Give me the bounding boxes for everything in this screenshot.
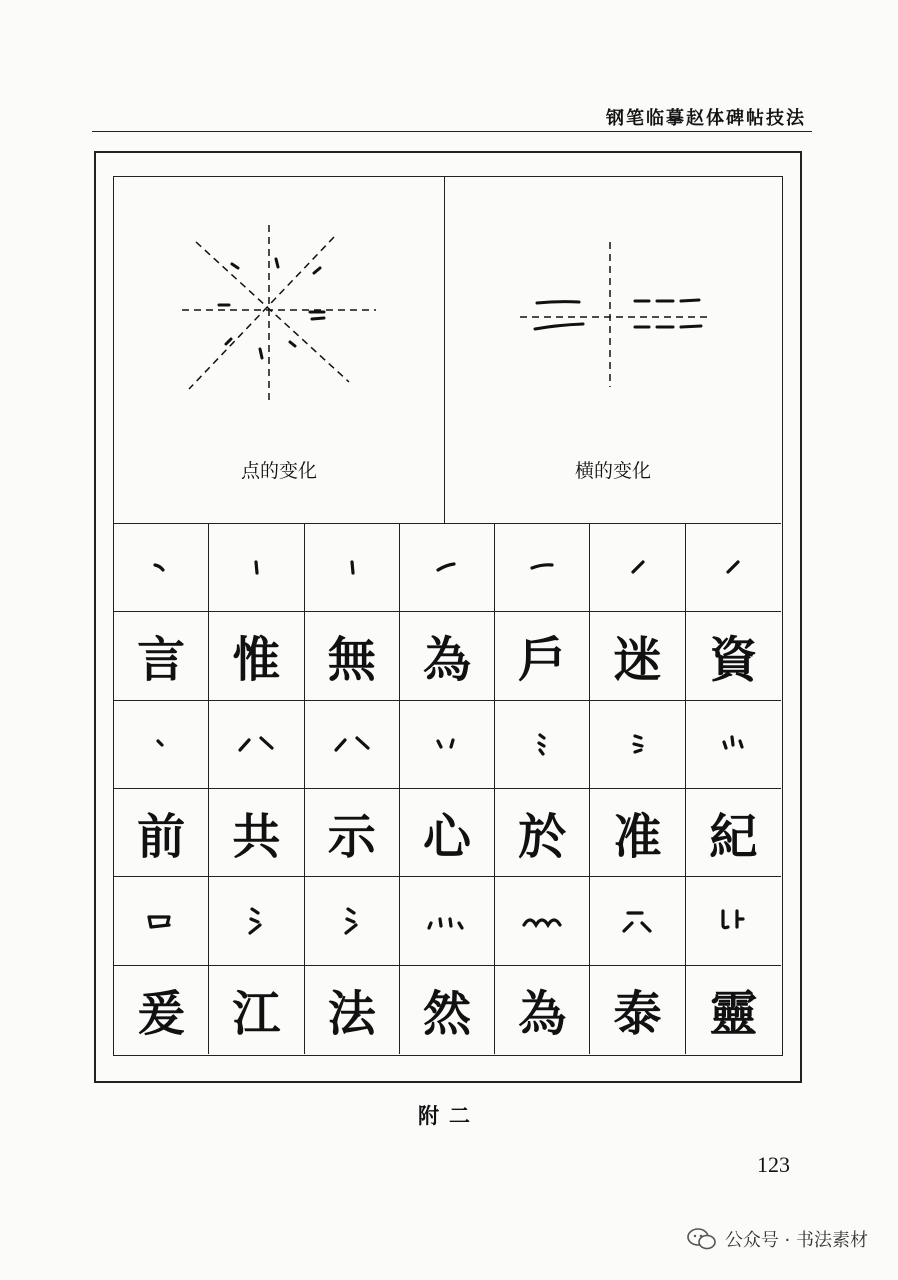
stroke-cell	[400, 877, 495, 965]
stroke-cell	[114, 524, 209, 612]
stroke-cell	[590, 524, 685, 612]
stroke-cell	[495, 701, 590, 789]
stroke-cell	[114, 877, 209, 965]
stroke-cell	[209, 877, 304, 965]
stroke-cell	[686, 524, 781, 612]
watermark-text: 公众号 · 书法素材	[724, 1230, 868, 1251]
character-cell: 為	[495, 966, 590, 1054]
four-dots-stroke-icon	[422, 901, 472, 941]
character-cell: 惟	[209, 612, 304, 700]
watermark	[687, 1226, 868, 1252]
character-cell: 心	[400, 789, 495, 877]
stroke-cell	[400, 524, 495, 612]
four-dots-linked-stroke-icon	[517, 901, 567, 941]
character-cell: 泰	[590, 966, 685, 1054]
tick-left-stroke-icon	[708, 548, 758, 588]
stroke-cell	[305, 877, 400, 965]
stroke-cell	[305, 701, 400, 789]
pair-inward-stroke-icon	[422, 724, 472, 764]
pair-apart-stroke-icon	[231, 724, 281, 764]
character-cell: 示	[305, 789, 400, 877]
dot-vertical-stroke-icon	[327, 548, 377, 588]
page-number: 123	[757, 1152, 790, 1177]
character-cell: 法	[305, 966, 400, 1054]
character-cell: 共	[209, 789, 304, 877]
character-cell: 言	[114, 612, 209, 700]
pair-apart-stroke-icon	[327, 724, 377, 764]
running-title: 钢笔临摹赵体碑帖技法	[606, 108, 806, 129]
character-cell: 資	[686, 612, 781, 700]
horizontal-variation-panel	[445, 177, 781, 523]
dot-right-stroke-icon	[136, 548, 186, 588]
open-box-stroke-icon	[136, 901, 186, 941]
wechat-icon	[687, 1227, 717, 1251]
character-cell: 然	[400, 966, 495, 1054]
character-cell: 戶	[495, 612, 590, 700]
character-cell: 紀	[686, 789, 781, 877]
stroke-cell	[686, 877, 781, 965]
character-cell: 爰	[114, 966, 209, 1054]
stroke-cell	[686, 701, 781, 789]
inner-frame	[113, 176, 783, 1056]
stroke-character-grid	[114, 523, 781, 1054]
stroke-cell	[305, 524, 400, 612]
stroke-cell	[495, 524, 590, 612]
dot-small-stroke-icon	[136, 724, 186, 764]
water-dots-stroke-icon	[327, 901, 377, 941]
water-dots-stroke-icon	[231, 901, 281, 941]
character-cell: 前	[114, 789, 209, 877]
appendix-label: 附二	[418, 1104, 480, 1128]
dots-stacked-2-stroke-icon	[613, 724, 663, 764]
character-cell: 為	[400, 612, 495, 700]
three-dots-stroke-icon	[708, 724, 758, 764]
hook-box-stroke-icon	[708, 901, 758, 941]
dash-left-stroke-icon	[422, 548, 472, 588]
stroke-cell	[209, 524, 304, 612]
stroke-cell	[400, 701, 495, 789]
dot-vertical-stroke-icon	[231, 548, 281, 588]
dot-variation-caption: 点的变化	[240, 460, 317, 482]
character-cell: 無	[305, 612, 400, 700]
character-cell: 准	[590, 789, 685, 877]
stroke-cell	[590, 877, 685, 965]
dash-stroke-icon	[517, 548, 567, 588]
dot-variation-panel	[114, 177, 445, 523]
horizontal-variation-caption: 横的变化	[574, 460, 651, 482]
character-cell: 迷	[590, 612, 685, 700]
tick-left-stroke-icon	[613, 548, 663, 588]
dots-stacked-stroke-icon	[517, 724, 567, 764]
stroke-cell	[209, 701, 304, 789]
stroke-cell	[495, 877, 590, 965]
character-cell: 於	[495, 789, 590, 877]
pair-spread-stroke-icon	[613, 901, 663, 941]
character-cell: 靈	[709, 986, 758, 1043]
header-rule	[92, 131, 812, 132]
stroke-cell	[590, 701, 685, 789]
character-cell: 江	[209, 966, 304, 1054]
stroke-cell	[114, 701, 209, 789]
